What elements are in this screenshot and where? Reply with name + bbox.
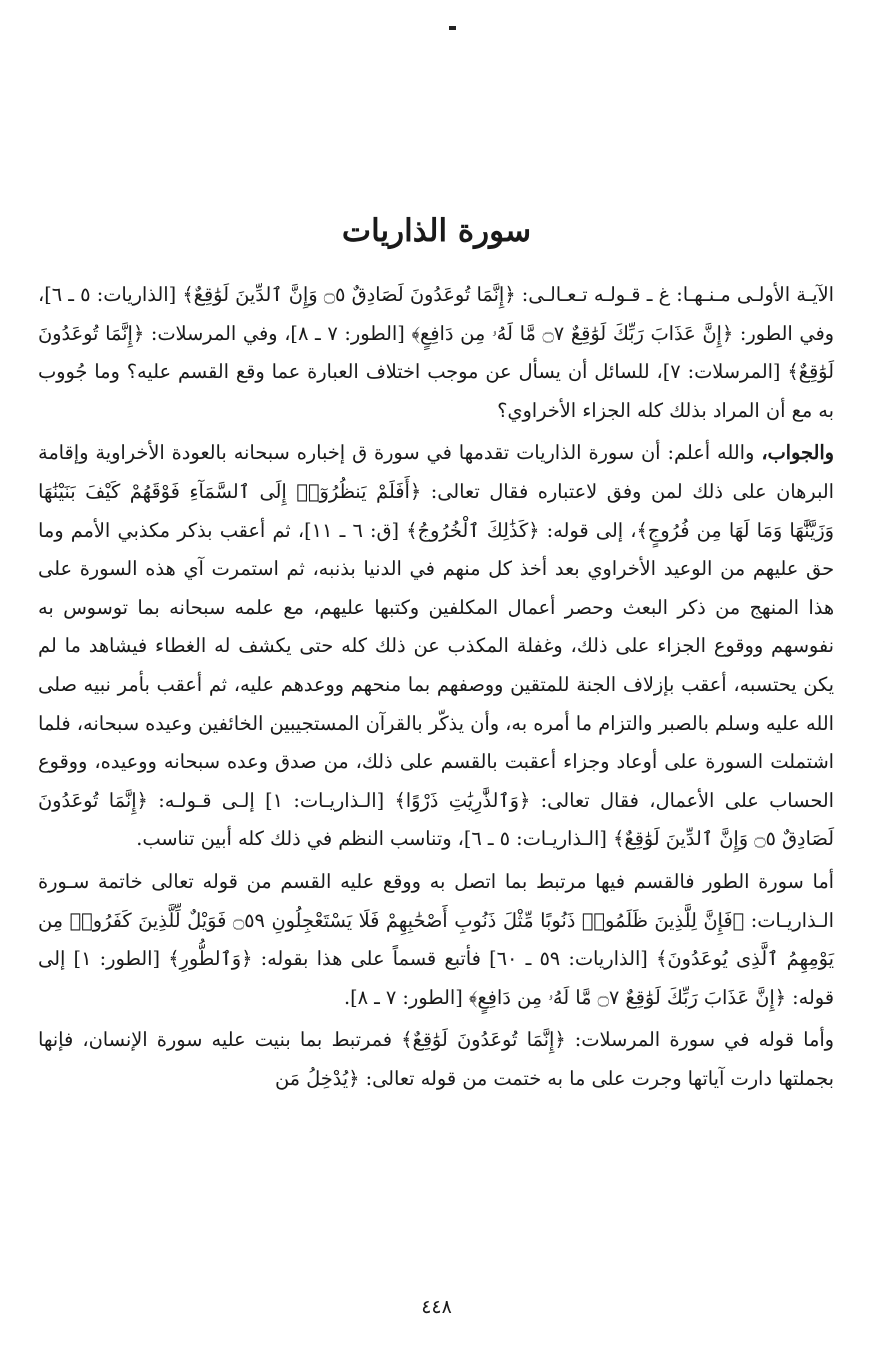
paragraph-tur: [38, 863, 834, 1017]
main-text: [38, 276, 834, 1098]
paragraph-mursalat: [38, 1021, 834, 1098]
paragraph-answer: [38, 434, 834, 859]
page-number: ٤٤٨: [421, 1296, 452, 1318]
paragraph-text: وأما قوله في سورة المرسلات: ﴿إِنَّمَا تُوعَدُونَ لَوَٰقِعٌ﴾ فمرتبط بما بنيت عليه سورة الإنسان، فإنها بجملتها دارت آياتها وجرت على ما به ختمت من قوله تعالى: ﴿يُدْخِلُ مَن: [38, 1028, 834, 1090]
paragraph-verse-one: [38, 276, 834, 430]
paragraph-text: الآيـة الأولـى مـنـهـا: غ ـ قـولـه تـعـالـى: ﴿إِنَّمَا تُوعَدُونَ لَصَادِقٌ ۝٥ وَإِنَّ ٱلدِّينَ لَوَٰقِعٌ﴾ [الذاريات: ٥ ـ ٦]، وفي الطور: ﴿إِنَّ عَذَابَ رَبِّكَ لَوَٰقِعٌ ۝٧ مَّا لَهُۥ مِن دَافِعٍ﴾ [الطور: ٧ ـ ٨]، وفي المرسلات: ﴿إِنَّمَا تُوعَدُونَ لَوَٰقِعٌ﴾ [المرسلات: ٧]، للسائل أن يسأل عن موجب اختلاف العبارة عما وقع القسم عليه؟ وما جُووب به مع أن المراد بذلك كله الجزاء الأخراوي؟: [38, 283, 835, 422]
paragraph-text: والله أعلم: أن سورة الذاريات تقدمها في سورة ق إخباره سبحانه بالعودة الأخراوية وإقامة البرهان على ذلك لمن وفق لاعتباره فقال تعالى: ﴿أَفَلَمْ يَنظُرُوٓا۟ إِلَى ٱلسَّمَآءِ فَوْقَهُمْ كَيْفَ بَنَيْنَٰهَا وَزَيَّنَّٰهَا وَمَا لَهَا مِن فُرُوجٍ﴾، إلى قوله: ﴿كَذَٰلِكَ ٱلْخُرُوجُ﴾ [ق: ٦ ـ ١١]، ثم أعقب بذكر مكذبي الأمم وما حق عليهم من الوعيد الأخراوي بعد أخذ كل منهم في الدنيا بذنبه، ثم استمرت آي هذه السورة على هذا المنهج من ذكر البعث وحصر أعمال المكلفين وكتبها عليهم، مع علمه سبحانه بما توسوس به نفوسهم ووقوع الجزاء على ذلك، وغفلة المكذب عن ذلك كله حتى يكشف له الغطاء فيشاهد ما لم يكن يحتسبه، أعقب بإزلاف الجنة للمتقين ووصفهم بما منحهم ووعدهم عليه، ثم أعقب بأمر نبيه صلى الله عليه وسلم بالصبر والتزام ما أمره به، وأن يذكّر بالقرآن المستجيبين الخائفين وعيده سبحانه، فلما اشتملت السورة على أوعاد وجزاء أعقبت بالقسم على ذلك، من صدق وعده سبحانه ووعيده، ووقوع الحساب على الأعمال، فقال تعالى: ﴿وَٱلذَّٰرِيَٰتِ ذَرْوًا﴾ [الـذاريـات: ١] إلـى قـولـه: ﴿إِنَّمَا تُوعَدُونَ لَصَادِقٌ ۝٥ وَإِنَّ ٱلدِّينَ لَوَٰقِعٌ﴾ [الـذاريـات: ٥ ـ ٦]، وتناسب النظم في ذلك كله أبين تناسب.: [38, 441, 834, 851]
paragraph-lead: والجواب،: [761, 441, 834, 465]
page-title: سورة الذاريات: [341, 212, 532, 249]
paragraph-text: أما سورة الطور فالقسم فيها مرتبط بما اتصل به ووقع عليه القسم من قوله تعالى خاتمة سـورة الـذاريـات: ﴿فَإِنَّ لِلَّذِينَ ظَلَمُوا۟ ذَنُوبًا مِّثْلَ ذَنُوبِ أَصْحَٰبِهِمْ فَلَا يَسْتَعْجِلُونِ ۝٥٩ فَوَيْلٌ لِّلَّذِينَ كَفَرُوا۟ مِن يَوْمِهِمُ ٱلَّذِى يُوعَدُونَ﴾ [الذاريات: ٥٩ ـ ٦٠] فأتبع قسماً على هذا بقوله: ﴿وَٱلطُّورِ﴾ [الطور: ١] إلى قوله: ﴿إِنَّ عَذَابَ رَبِّكَ لَوَٰقِعٌ ۝٧ مَّا لَهُۥ مِن دَافِعٍ﴾ [الطور: ٧ ـ ٨].: [38, 869, 834, 1009]
top-mark: [449, 26, 456, 30]
